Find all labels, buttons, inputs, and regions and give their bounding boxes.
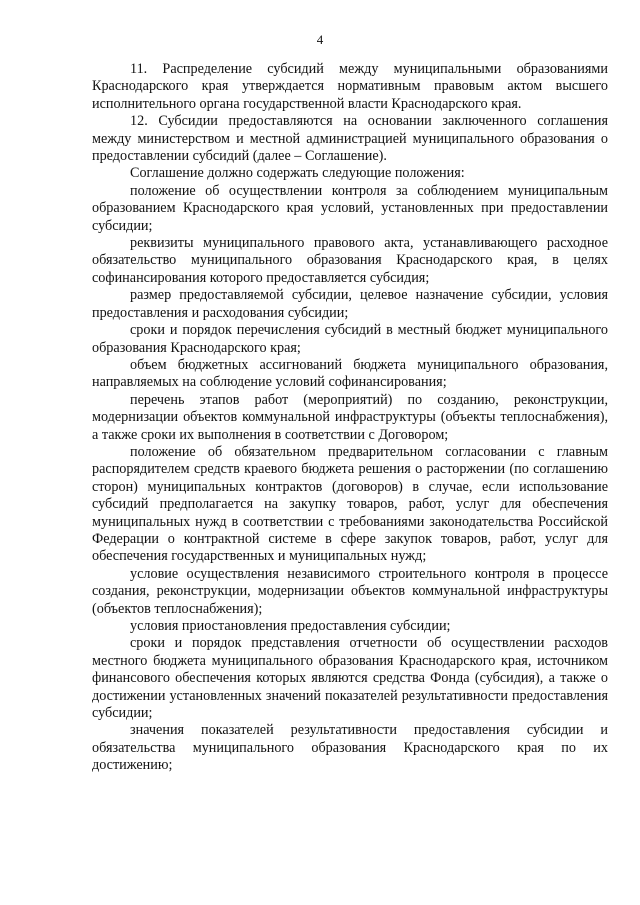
paragraph-12-agreement-basis: 12. Субсидии предоставляются на основании заключенного соглашения между министерством и местной администрацией муниципального образования о предоставлении субсидий (далее – Соглашение).	[92, 113, 608, 165]
agreement-provisions-intro: Соглашение должно содержать следующие положения:	[130, 165, 465, 182]
provision-construction-control: условие осуществления независимого строительного контроля в процессе создания, реконструкции, модернизации объектов коммунальной инфраструктуры (объектов теплоснабжения);	[92, 565, 608, 617]
provision-contract-termination: положение об обязательном предварительном согласовании с главным распорядителем средств краевого бюджета решения о расторжении (по соглашению сторон) муниципальных контрактов (договоров) в случае, если использование субсидий предполагается на закупку товаров, работ, услуг для обеспечения муниципальных нужд в соответствии с требованиями законодательства Российской Федерации о контрактной системе в сфере закупок товаров, работ, услуг для обеспечения государственных и муниципальных нужд;	[92, 443, 608, 565]
provision-control: положение об осуществлении контроля за соблюдением муниципальным образованием Краснодарского края условий, установленных при предоставлении субсидии;	[92, 182, 608, 234]
page-number: 4	[316, 32, 324, 47]
provision-reporting: сроки и порядок представления отчетности об осуществлении расходов местного бюджета муниципального образования Краснодарского края, источником финансового обеспечения которых являются средства Фонда (субсидия), а также о достижении установленных значений показателей результативности предоставления субсидии;	[92, 635, 608, 722]
provision-work-stages: перечень этапов работ (мероприятий) по созданию, реконструкции, модернизации объектов коммунальной инфраструктуры (объекты теплоснабжения), а также сроки их выполнения в соответствии с Договором;	[92, 391, 608, 443]
paragraph-11-subsidy-distribution: 11. Распределение субсидий между муниципальными образованиями Краснодарского края утверждается нормативным правовым актом высшего исполнительного органа государственной власти Краснодарского края.	[92, 61, 608, 112]
provision-legal-act-details: реквизиты муниципального правового акта, устанавливающего расходное обязательство муниципального образования Краснодарского края, в целях софинансирования которого предоставляется субсидия;	[92, 235, 608, 286]
provision-transfer-terms: сроки и порядок перечисления субсидий в местный бюджет муниципального образования Краснодарского края;	[92, 322, 608, 356]
document-body	[92, 61, 608, 775]
provision-budget-volume: объем бюджетных ассигнований бюджета муниципального образования, направляемых на соблюдение условий софинансирования;	[92, 356, 608, 391]
provision-subsidy-amount: размер предоставляемой субсидии, целевое назначение субсидии, условия предоставления и расходования субсидии;	[92, 287, 608, 321]
provision-suspension: условия приостановления предоставления субсидии;	[130, 618, 451, 634]
provision-performance-indicators: значения показателей результативности предоставления субсидии и обязательства муниципального образования Краснодарского края по их достижению;	[92, 722, 608, 774]
